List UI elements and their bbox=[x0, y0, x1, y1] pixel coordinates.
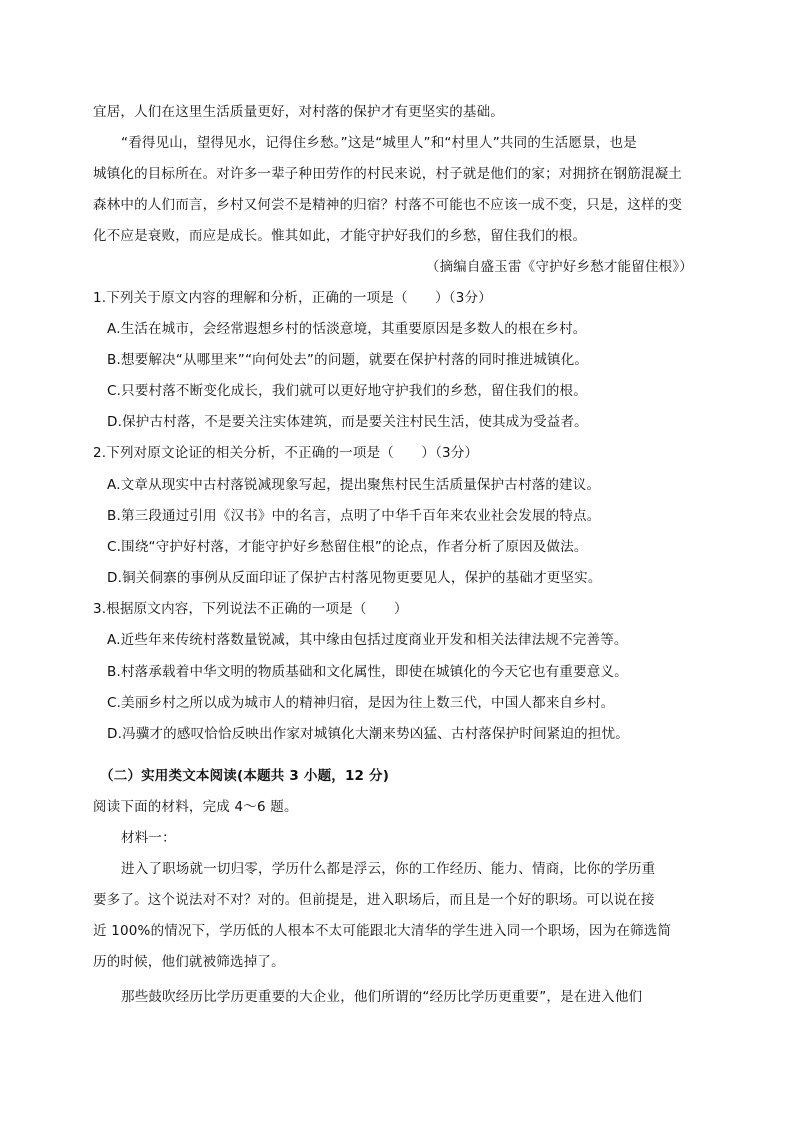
question-1-option-b: B.想要解决“从哪里来”“向何处去”的问题，就要在保护村落的同时推进城镇化。 bbox=[107, 352, 589, 368]
final-paragraph-line-2: 城镇化的目标所在。对许多一辈子种田劳作的村民来说，村子就是他们的家；对拥挤在钢筋混凝土 bbox=[93, 166, 683, 182]
question-2-option-c: C.围绕“守护好村落，才能守护好乡愁留住根”的论点，作者分析了原因及做法。 bbox=[107, 539, 588, 555]
question-3-option-d: D.冯骥才的感叹恰恰反映出作家对城镇化大潮来势凶猛、古村落保护时间紧迫的担忧。 bbox=[107, 726, 629, 742]
question-3-option-a: A.近些年来传统村落数量锐减，其中缘由包括过度商业开发和相关法律法规不完善等。 bbox=[107, 632, 628, 648]
question-1-option-c: C.只要村落不断变化成长，我们就可以更好地守护我们的乡愁，留住我们的根。 bbox=[107, 383, 587, 399]
question-3-option-b: B.村落承载着中华文明的物质基础和文化属性，即使在城镇化的今天它也有重要意义。 bbox=[107, 664, 628, 680]
question-3-option-c: C.美丽乡村之所以成为城市人的精神归宿，是因为往上数三代，中国人都来自乡村。 bbox=[107, 695, 615, 711]
material-1-line-1: 进入了职场就一切归零，学历什么都是浮云，你的工作经历、能力、情商，比你的学历重 bbox=[121, 861, 656, 877]
question-2-option-d: D.铜关侗寨的事例从反面印证了保护古村落见物更要见人，保护的基础才更坚实。 bbox=[107, 570, 602, 586]
material-1-label: 材料一： bbox=[121, 830, 176, 846]
question-3-stem: 3.根据原文内容，下列说法不正确的一项是（ ） bbox=[93, 601, 408, 617]
section-2-instruction: 阅读下面的材料，完成 4～6 题。 bbox=[93, 799, 298, 815]
final-paragraph-line-1: “看得见山，望得见水，记得住乡愁。”这是“城里人”和“村里人”共同的生活愿景，也是 bbox=[121, 135, 637, 151]
source-citation: （摘编自盛玉雷《守护好乡愁才能留住根》） bbox=[425, 259, 693, 275]
question-1-option-d: D.保护古村落，不是要关注实体建筑，而是要关注村民生活，使其成为受益者。 bbox=[107, 414, 588, 430]
material-1-line-5: 那些鼓吹经历比学历更重要的大企业，他们所谓的“经历比学历更重要”，是在进入他们 bbox=[121, 989, 643, 1005]
question-2-option-b: B.第三段通过引用《汉书》中的名言，点明了中华千百年来农业社会发展的特点。 bbox=[107, 508, 601, 524]
material-1-line-2: 要多了。这个说法对不对？对的。但前提是，进入职场后，而且是一个好的职场。可以说在接 bbox=[93, 892, 655, 908]
final-paragraph-line-3: 森林中的人们而言，乡村又何尝不是精神的归宿？村落不可能也不应该一成不变，只是，这样的变 bbox=[93, 197, 683, 213]
question-1-stem: 1.下列关于原文内容的理解和分析，正确的一项是（ ）（3分） bbox=[93, 290, 492, 306]
question-1-option-a: A.生活在城市，会经常遐想乡村的恬淡意境，其重要原因是多数人的根在乡村。 bbox=[107, 321, 587, 337]
material-1-line-4: 历的时候，他们就被筛选掉了。 bbox=[93, 954, 285, 970]
question-2-option-a: A.文章从现实中古村落锐减现象写起，提出聚焦村民生活质量保护古村落的建议。 bbox=[107, 477, 601, 493]
material-1-line-3: 近 100%的情况下，学历低的人根本不太可能跟北大清华的学生进入同一个职场，因为在筛选简 bbox=[93, 923, 672, 939]
question-2-stem: 2.下列对原文论证的相关分析，不正确的一项是（ ）（3分） bbox=[93, 445, 479, 461]
final-paragraph-line-4: 化不应是衰败，而应是成长。惟其如此，才能守护好我们的乡愁，留住我们的根。 bbox=[93, 228, 587, 244]
paragraph-end: 宜居，人们在这里生活质量更好，对村落的保护才有更坚实的基础。 bbox=[93, 104, 504, 120]
section-2-heading: （二）实用类文本阅读(本题共 3 小题，12 分) bbox=[100, 768, 390, 784]
